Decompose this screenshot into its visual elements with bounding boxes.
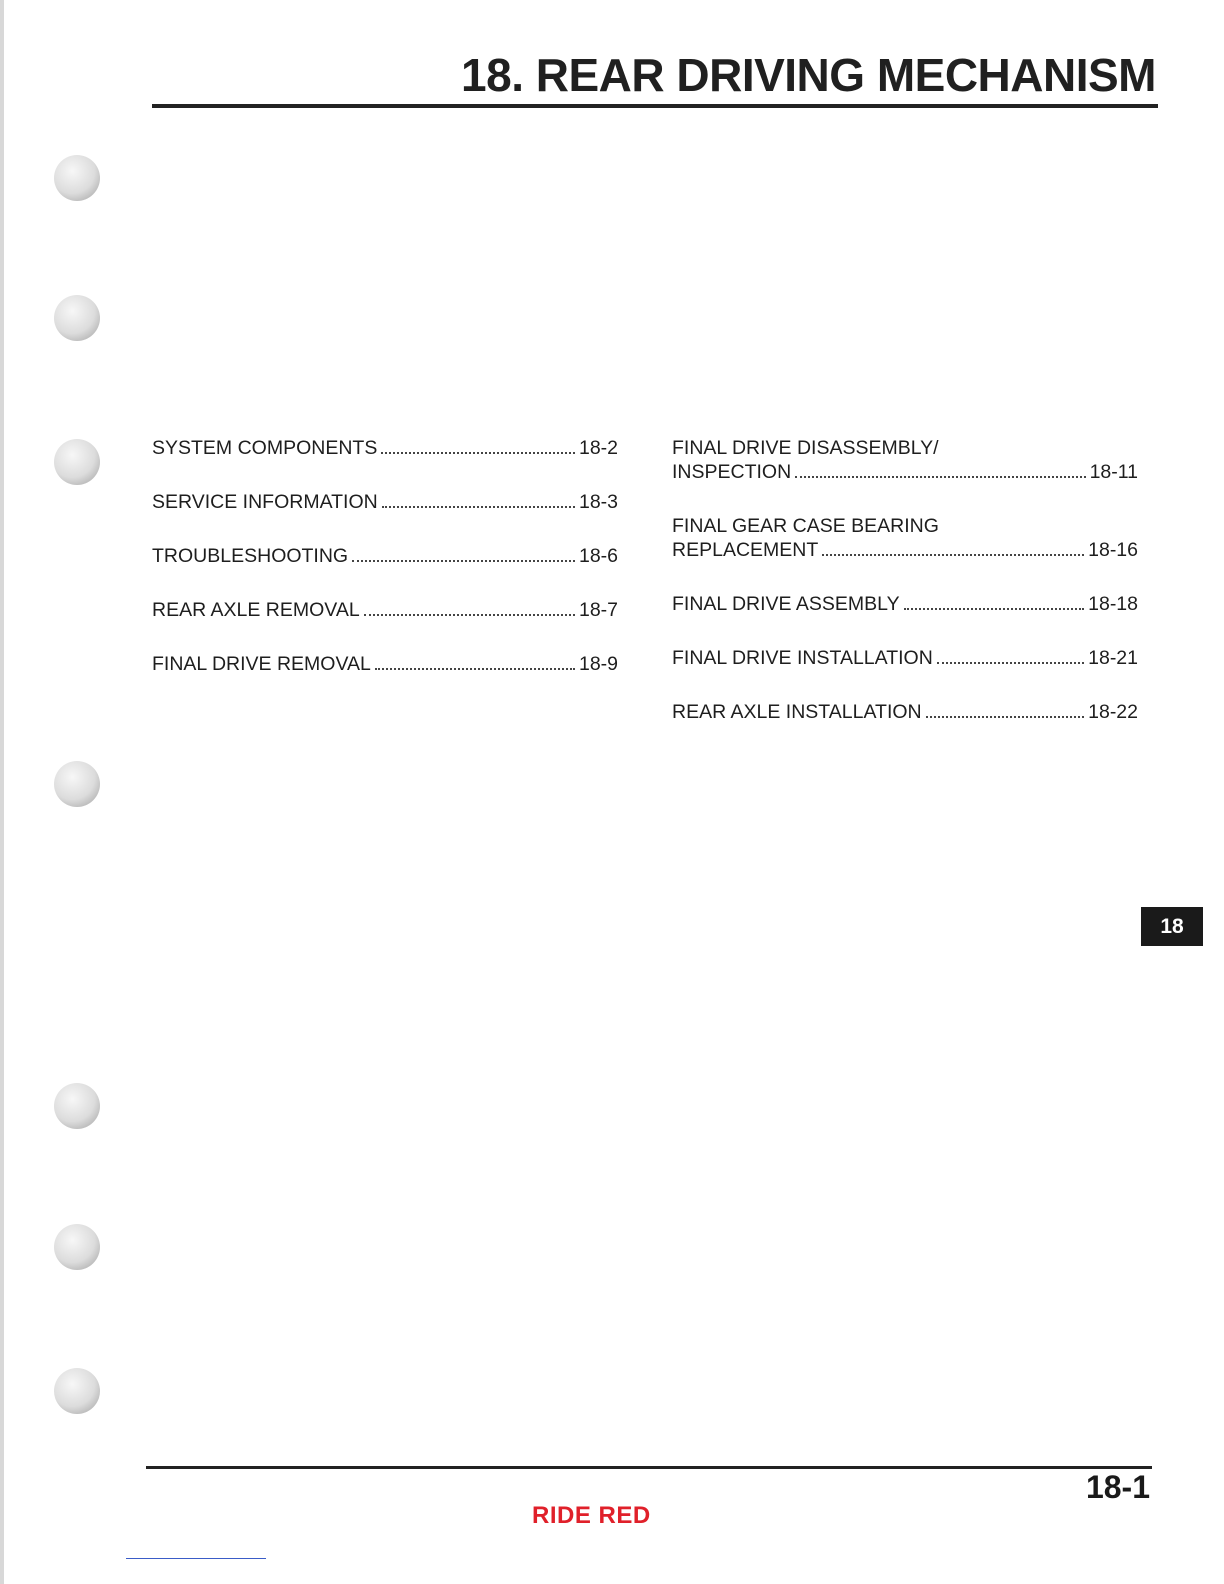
binder-hole-icon [54, 1368, 100, 1414]
toc-entry-page: 18-21 [1088, 647, 1138, 669]
leader-dots [381, 452, 575, 454]
toc-entry[interactable] [672, 514, 1138, 562]
binder-hole-icon [54, 295, 100, 341]
section-tab: 18 [1141, 907, 1203, 946]
watermark-logo: RIDE RED [532, 1502, 651, 1529]
leader-dots [364, 614, 575, 616]
leader-dots [375, 668, 575, 670]
toc-entry-label: INSPECTION [672, 461, 792, 483]
title-divider [152, 104, 1158, 108]
toc-entry-label: REPLACEMENT [672, 539, 819, 561]
chapter-title: 18. REAR DRIVING MECHANISM [461, 49, 1156, 101]
toc-entry[interactable] [152, 436, 618, 460]
toc-entry[interactable] [672, 646, 1138, 670]
footer-divider [146, 1466, 1152, 1469]
toc-entry[interactable] [152, 544, 618, 568]
leader-dots [382, 506, 575, 508]
toc-entry-label-line1: FINAL GEAR CASE BEARING [672, 515, 939, 537]
toc-entry[interactable] [672, 700, 1138, 724]
toc-entry-page: 18-11 [1089, 461, 1138, 483]
page-edge [0, 0, 4, 1584]
binder-hole-icon [54, 1083, 100, 1129]
binder-hole-icon [54, 1224, 100, 1270]
toc-entry-label: REAR AXLE REMOVAL [152, 599, 360, 621]
toc-entry-label-line1: FINAL DRIVE DISASSEMBLY/ [672, 437, 939, 459]
toc-entry-page: 18-2 [578, 437, 618, 459]
leader-dots [822, 554, 1084, 556]
leader-dots [904, 608, 1085, 610]
toc-entry-label: FINAL DRIVE REMOVAL [152, 653, 371, 675]
toc-entry-page: 18-6 [578, 545, 618, 567]
toc-entry[interactable] [152, 490, 618, 514]
leader-dots [937, 662, 1084, 664]
toc-entry-label: SYSTEM COMPONENTS [152, 437, 378, 459]
toc-entry-label: TROUBLESHOOTING [152, 545, 349, 567]
toc-entry-page: 18-7 [578, 599, 618, 621]
toc-entry-label: REAR AXLE INSTALLATION [672, 701, 922, 723]
toc-entry-page: 18-16 [1088, 539, 1138, 561]
binder-hole-icon [54, 155, 100, 201]
toc-right-column [672, 436, 1138, 754]
footer-link-underline [126, 1558, 266, 1559]
page-number: 18-1 [1085, 1469, 1150, 1505]
leader-dots [926, 716, 1085, 718]
toc-entry-page: 18-22 [1088, 701, 1138, 723]
leader-dots [352, 560, 575, 562]
toc-entry-page: 18-3 [578, 491, 618, 513]
toc-left-column [152, 436, 618, 706]
toc-entry[interactable] [152, 598, 618, 622]
toc-entry[interactable] [672, 436, 1138, 484]
binder-hole-icon [54, 761, 100, 807]
toc-entry-page: 18-9 [578, 653, 618, 675]
toc-entry-label: FINAL DRIVE INSTALLATION [672, 647, 933, 669]
toc-entry-label: SERVICE INFORMATION [152, 491, 378, 513]
leader-dots [795, 476, 1085, 478]
binder-hole-icon [54, 439, 100, 485]
toc-entry[interactable] [672, 592, 1138, 616]
toc-entry-page: 18-18 [1088, 593, 1138, 615]
toc-entry-label: FINAL DRIVE ASSEMBLY [672, 593, 900, 615]
toc-entry[interactable] [152, 652, 618, 676]
